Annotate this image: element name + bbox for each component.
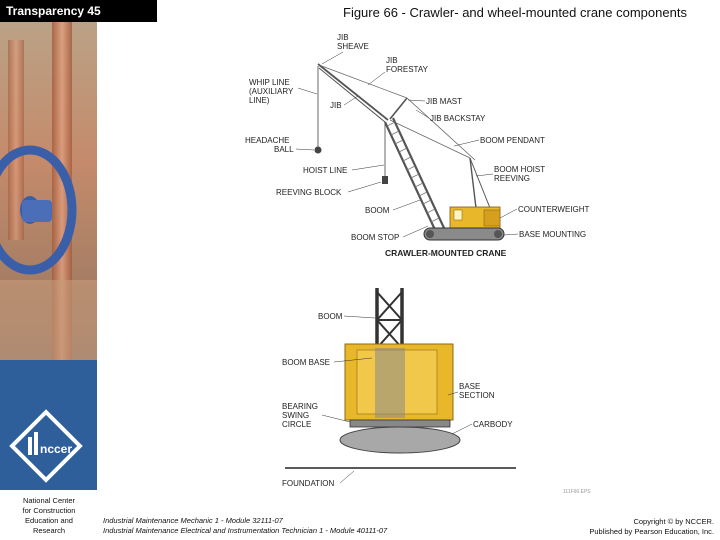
label-boom-base: BOOM BASE (282, 358, 331, 367)
label-bearing-swing-circle-2: SWING (282, 411, 310, 420)
crawler-labels (245, 33, 590, 258)
label-reeving-block: REEVING BLOCK (276, 188, 342, 197)
transparency-badge (0, 0, 157, 22)
label-boom-hoist-reeving-1: BOOM HOIST (494, 165, 546, 174)
label-headache-ball-1: HEADACHE (245, 136, 290, 145)
label-carbody: CARBODY (473, 420, 513, 429)
label-hoist-line: HOIST LINE (303, 166, 348, 175)
label-jib-forestay-2: FORESTAY (386, 65, 428, 74)
label-jib-sheave-2: SHEAVE (337, 42, 369, 51)
figure-title: Figure 66 - Crawler- and wheel-mounted crane components (343, 5, 687, 20)
org-line: National Center (22, 496, 76, 505)
label-boom-pendant: BOOM PENDANT (480, 136, 545, 145)
logo-wordmark: nccer (40, 442, 73, 456)
crawler-crane-drawing (315, 64, 505, 240)
transparency-label: Transparency 45 (6, 4, 101, 18)
course-line-1: Industrial Maintenance Mechanic 1 - Module 32111-07 (103, 516, 283, 525)
label-jib-forestay-1: JIB (386, 56, 398, 65)
org-line: Education and (25, 516, 73, 525)
label-boom: BOOM (365, 206, 390, 215)
valve-photo (0, 0, 97, 540)
label-foundation: FOUNDATION (282, 479, 335, 488)
org-line: for Construction (22, 506, 76, 515)
course-line-2: Industrial Maintenance Electrical and Instrumentation Technician 1 - Module 40111-07 (103, 526, 388, 535)
crane-diagram (240, 30, 620, 500)
label-base-section-1: BASE (459, 382, 481, 391)
copyright-line-1: Copyright © by NCCER. (633, 517, 714, 526)
label-headache-ball-2: BALL (274, 145, 294, 154)
copyright (589, 517, 714, 537)
label-boom-hoist-reeving-2: REEVING (494, 174, 531, 183)
label-jib-backstay: JIB BACKSTAY (430, 114, 486, 123)
label-jib: JIB (330, 101, 342, 110)
label-boom-stop: BOOM STOP (351, 233, 400, 242)
label-whip-line-3: LINE) (249, 96, 270, 105)
crawler-caption: CRAWLER-MOUNTED CRANE (385, 248, 507, 258)
org-line: Research (32, 526, 66, 535)
copyright-line-2: Published by Pearson Education, Inc. (589, 527, 714, 536)
label-whip-line-2: (AUXILIARY (249, 87, 294, 96)
organization-name (3, 496, 95, 536)
course-modules (103, 516, 387, 536)
label-bearing-swing-circle-1: BEARING (282, 402, 319, 411)
sidebar-photo (0, 0, 97, 540)
label-base-mounting: BASE MOUNTING (519, 230, 587, 239)
label-jib-sheave-1: JIB (337, 33, 349, 42)
label-whip-line-1: WHIP LINE (249, 78, 290, 87)
label-counterweight: COUNTERWEIGHT (518, 205, 590, 214)
label-bearing-swing-circle-3: CIRCLE (282, 420, 312, 429)
label-base-section-2: SECTION (459, 391, 495, 400)
sheet-code: 111F66.EPS (563, 489, 591, 495)
label-base-boom: BOOM (318, 312, 343, 321)
label-jib-mast: JIB MAST (426, 97, 463, 106)
